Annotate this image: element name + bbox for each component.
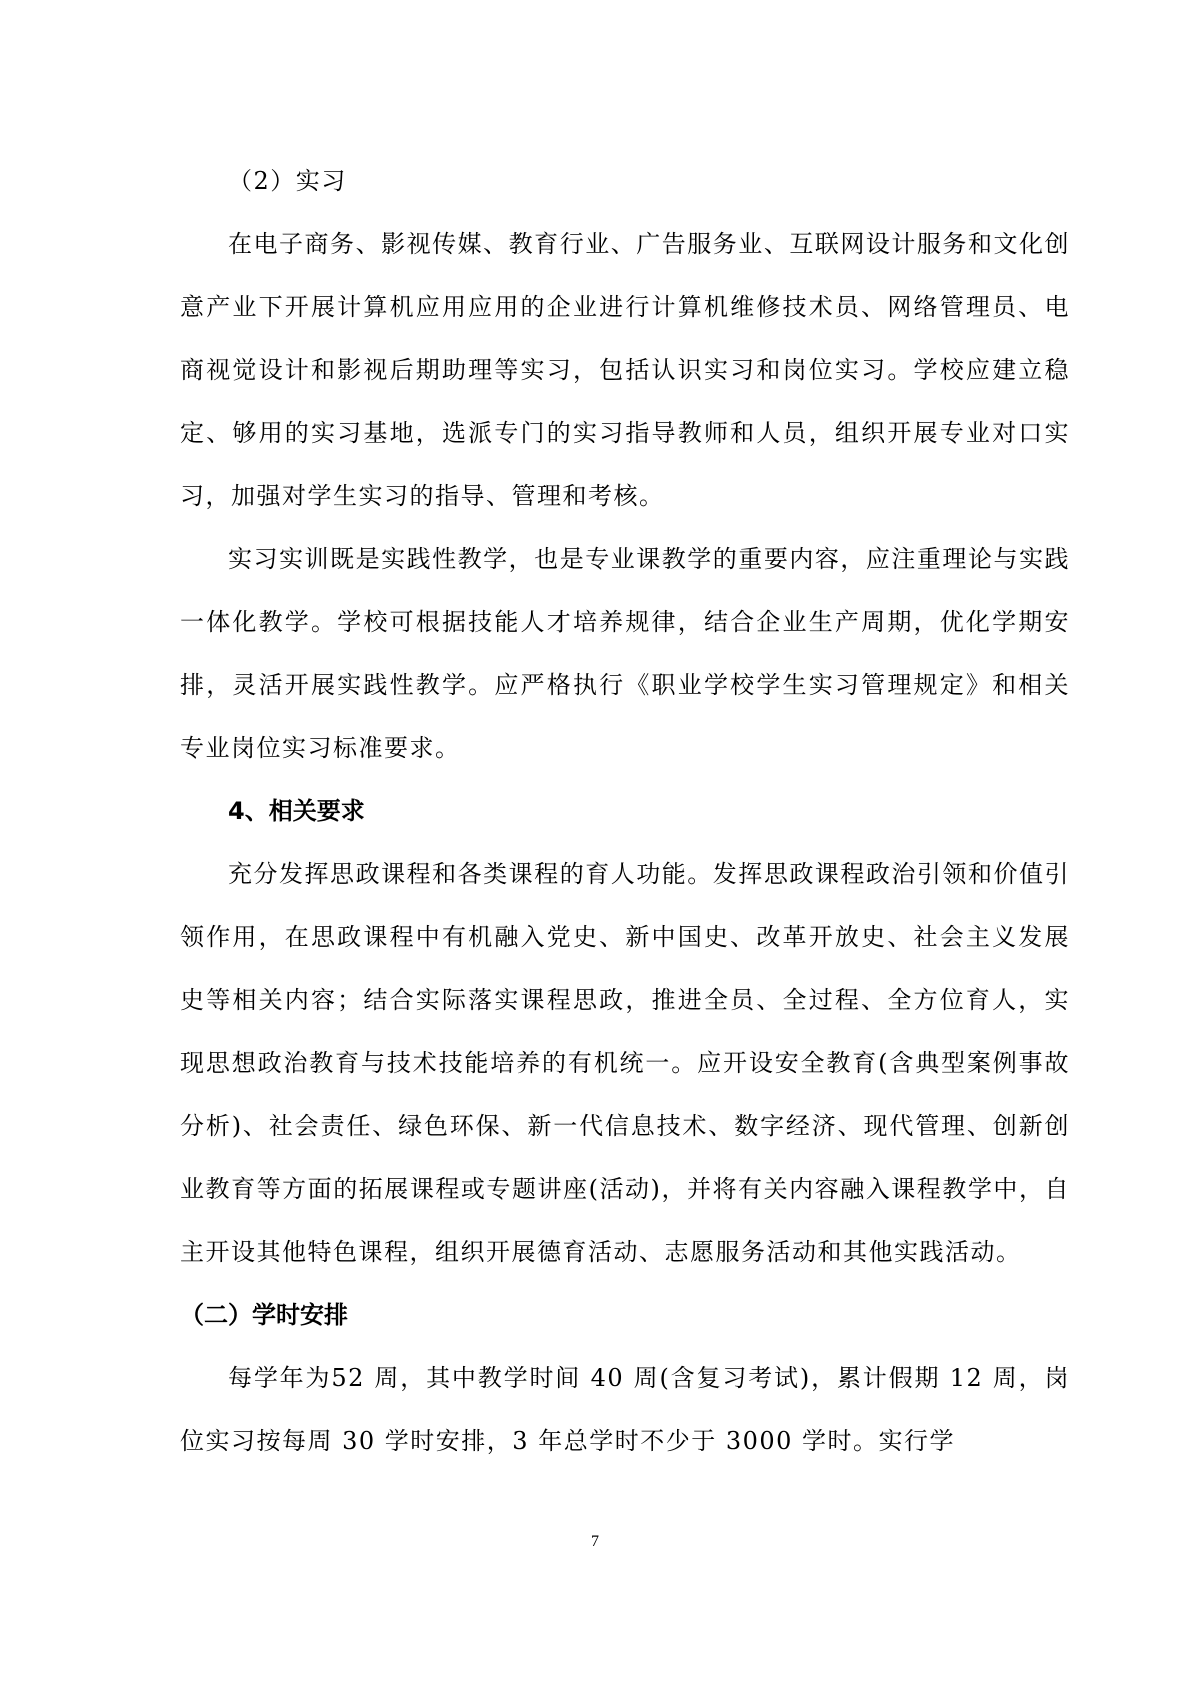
section-4-paragraph: 充分发挥思政课程和各类课程的育人功能。发挥思政课程政治引领和价值引领作用，在思政课程中有机融入党史、新中国史、改革开放史、社会主义发展史等相关内容；结合实际落实课程思政，推进全员、全过程、全方位育人，实现思想政治教育与技术技能培养的有机统一。应开设安全教育(含典型案例事故分析)、社会责任、绿色环保、新一代信息技术、数字经济、现代管理、创新创业教育等方面的拓展课程或专题讲座(活动)，并将有关内容融入课程教学中，自主开设其他特色课程，组织开展德育活动、志愿服务活动和其他实践活动。 bbox=[180, 860, 1070, 1266]
page-number: 7 bbox=[591, 1533, 599, 1550]
section-internship-title: （2）实习 bbox=[228, 167, 347, 195]
internship-paragraph-2: 实习实训既是实践性教学，也是专业课教学的重要内容，应注重理论与实践一体化教学。学校可根据技能人才培养规律，结合企业生产周期，优化学期安排，灵活开展实践性教学。应严格执行《职业学校学生实习管理规定》和相关专业岗位实习标准要求。 bbox=[180, 545, 1070, 762]
section-2-paragraph: 每学年为52 周，其中教学时间 40 周(含复习考试)，累计假期 12 周，岗位实习按每周 30 学时安排，3 年总学时不少于 3000 学时。实行学 bbox=[180, 1364, 1070, 1455]
section-4-heading: 4、相关要求 bbox=[228, 797, 365, 825]
section-2-heading: （二）学时安排 bbox=[180, 1301, 348, 1329]
page-content bbox=[180, 150, 1070, 1473]
internship-paragraph-1: 在电子商务、影视传媒、教育行业、广告服务业、互联网设计服务和文化创意产业下开展计算机应用应用的企业进行计算机维修技术员、网络管理员、电商视觉设计和影视后期助理等实习，包括认识实习和岗位实习。学校应建立稳定、够用的实习基地，选派专门的实习指导教师和人员，组织开展专业对口实习，加强对学生实习的指导、管理和考核。 bbox=[180, 230, 1070, 510]
